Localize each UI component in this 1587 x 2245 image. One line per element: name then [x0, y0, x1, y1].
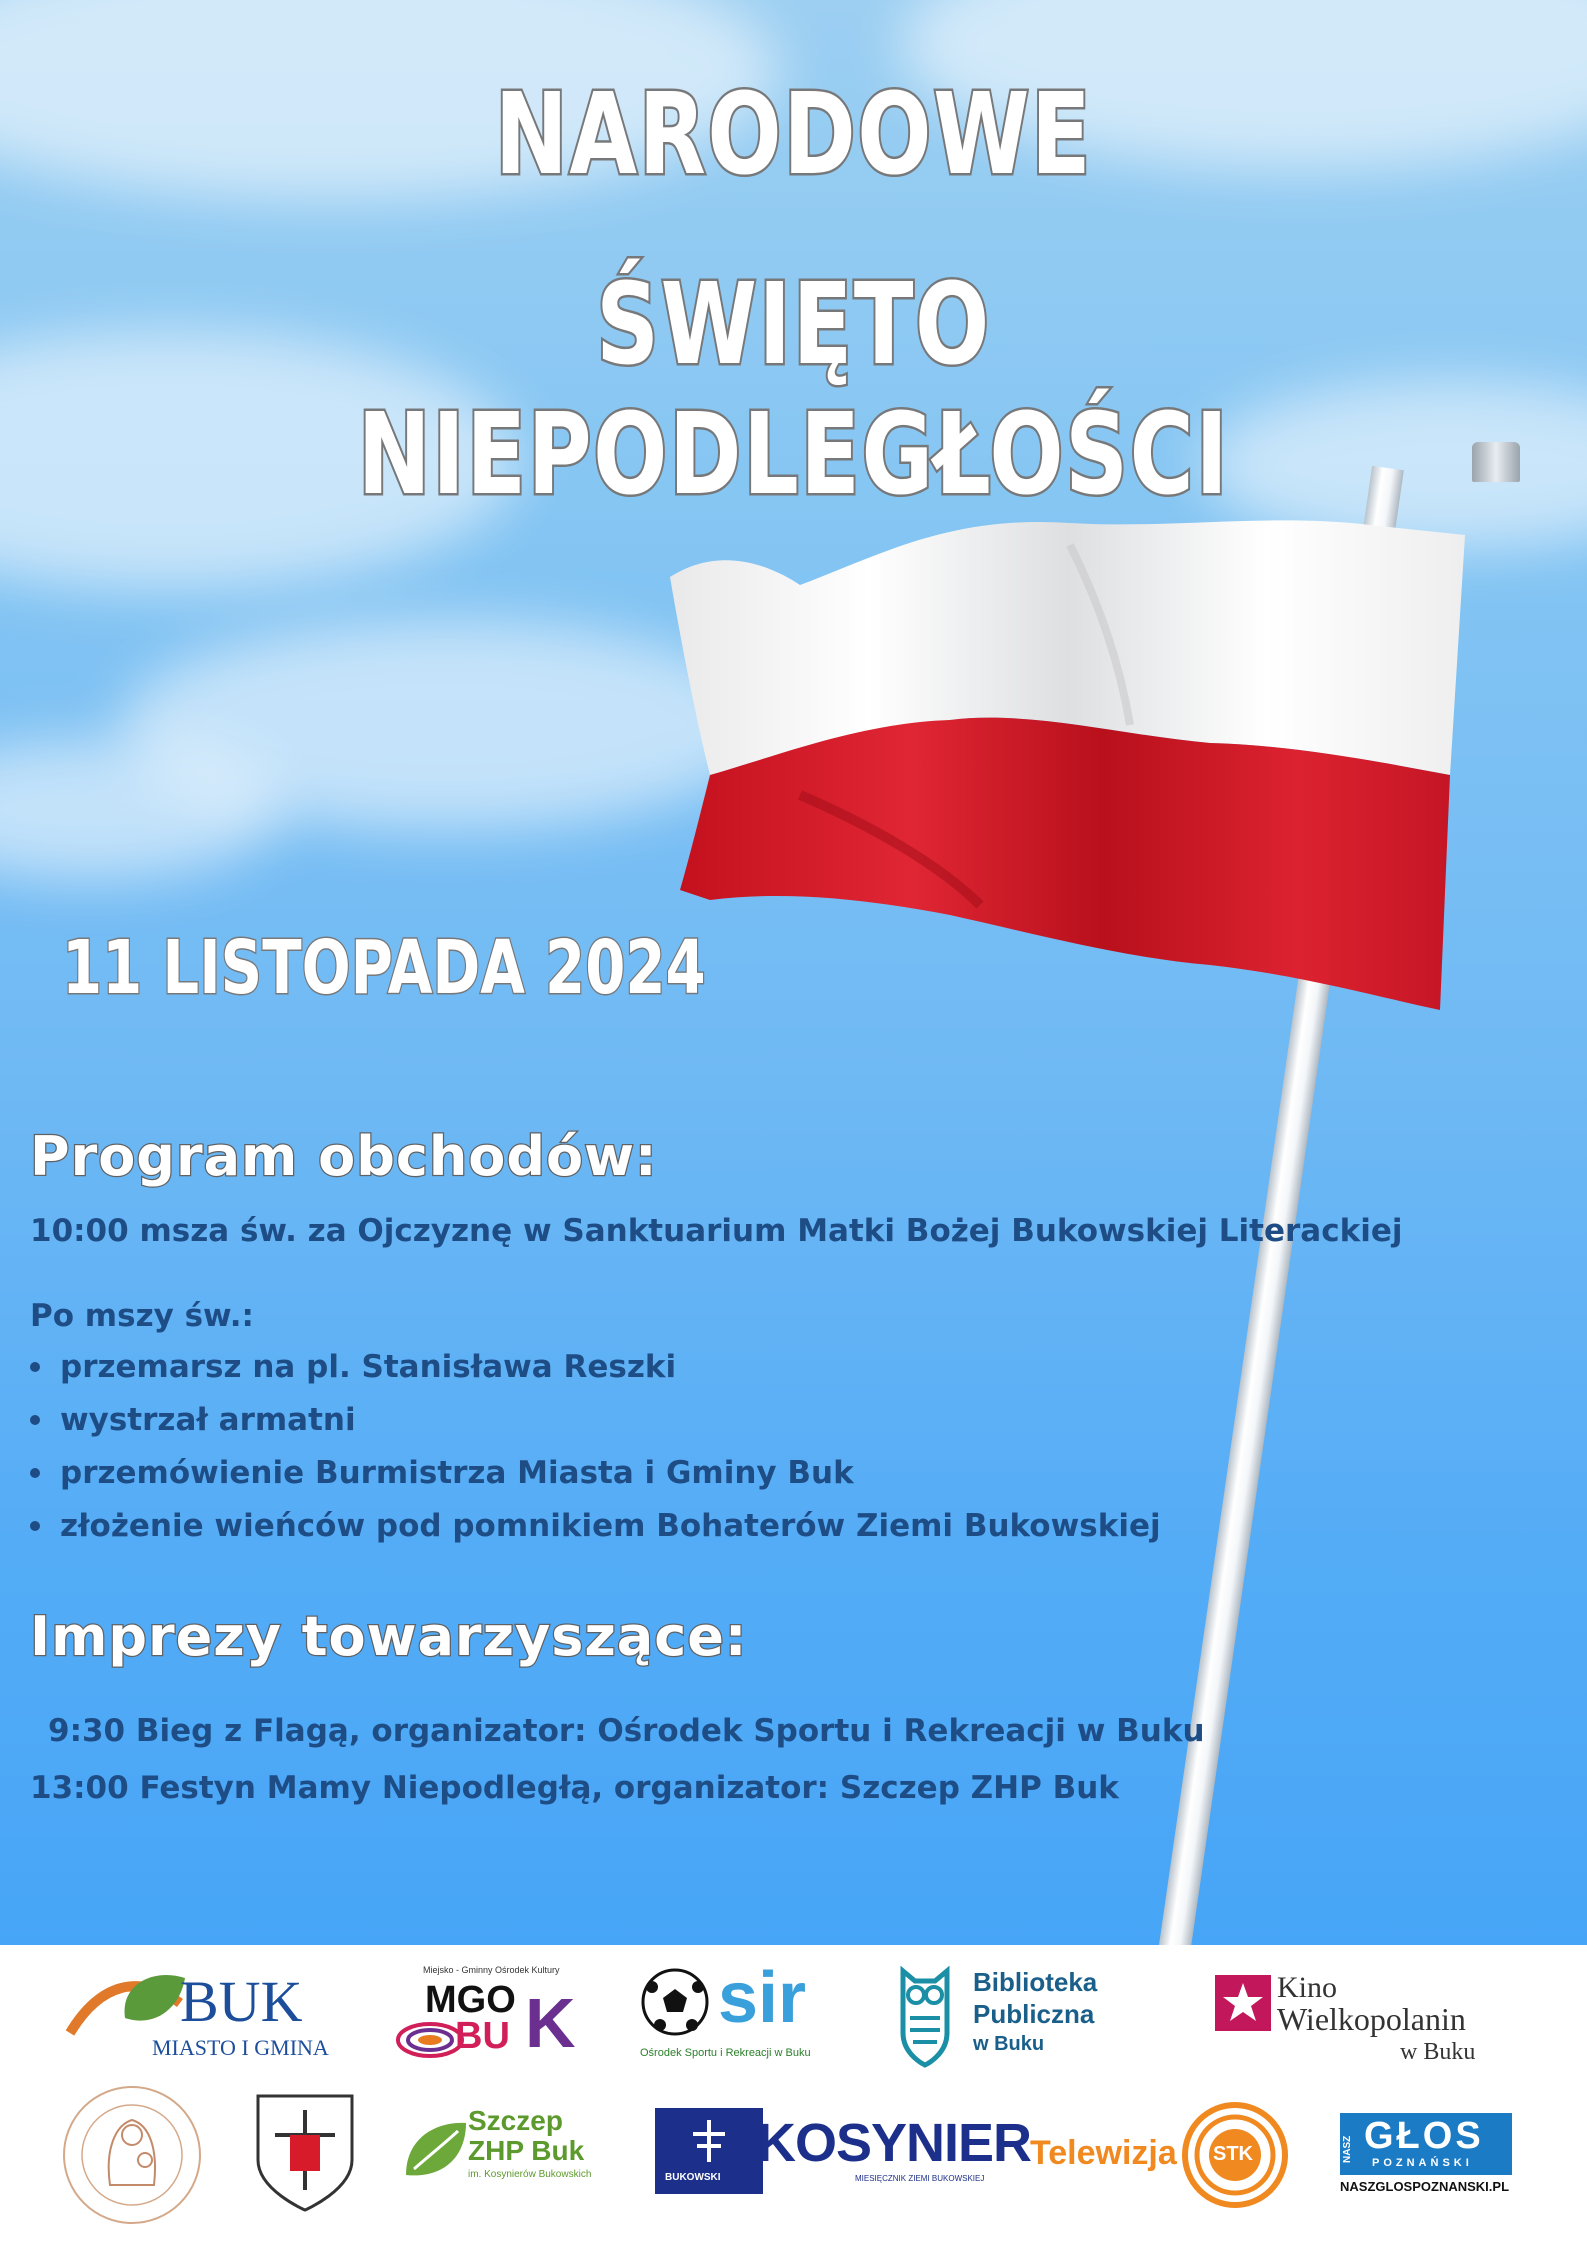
logo-osir: sir Ośrodek Sportu i Rekreacji w Buku	[640, 1958, 811, 2059]
list-item: wystrzał armatni	[30, 1398, 1161, 1451]
title-line-2: ŚWIĘTO NIEPODLEGŁOŚCI	[357, 260, 1230, 520]
bullet-dot	[30, 1415, 40, 1425]
list-item: złożenie wieńców pod pomnikiem Bohaterów Ziemi Bukowskiej	[30, 1504, 1161, 1557]
logo-biblioteka: Biblioteka Publiczna w Buku	[895, 1963, 1135, 2073]
flagpole-cap	[1472, 442, 1520, 482]
logo-telewizja-stk: Telewizja STK	[1030, 2100, 1290, 2210]
green-leaf-icon	[400, 2115, 470, 2185]
kosynier-badge: BUKOWSKI	[655, 2108, 763, 2194]
football-icon	[640, 1967, 710, 2037]
owl-icon	[895, 1963, 955, 2068]
star-icon	[1215, 1975, 1271, 2031]
bullet-dot	[30, 1521, 40, 1531]
mass-line: 10:00 msza św. za Ojczyznę w Sanktuarium Matki Bożej Bukowskiej Literackiej	[30, 1213, 1403, 1249]
logo-kosynier: BUKOWSKI KOSYNIER MIESIĘCZNIK ZIEMI BUKOWSKIEJ	[655, 2108, 995, 2198]
list-item: przemarsz na pl. Stanisława Reszki	[30, 1345, 1161, 1398]
program-heading: Program obchodów:	[30, 1125, 658, 1188]
swirl-icon	[395, 2015, 465, 2065]
logo-kino: Kino Wielkopolanin w Buku	[1215, 1975, 1515, 2085]
logo-glos-poznanski: NASZ GŁOS POZNAŃSKI NASZGLOSPOZNANSKI.PL	[1340, 2113, 1520, 2213]
event-item-festyn: 13:00 Festyn Mamy Niepodległą, organizator: Szczep ZHP Buk	[30, 1770, 1119, 1806]
sanktuarium-emblem	[50, 2080, 215, 2230]
logo-zhp: Szczep ZHP Buk im. Kosynierów Bukowskich	[400, 2105, 630, 2205]
logo-sanktuarium	[50, 2080, 220, 2230]
title-line-1: NARODOWE	[494, 70, 1093, 200]
events-heading: Imprezy towarzyszące:	[30, 1605, 748, 1668]
logo-mgok: Miejsko - Gminny Ośrodek Kultury MGO BU K	[395, 1965, 595, 2065]
event-date: 11 LISTOPADA 2024	[62, 925, 706, 1011]
logo-buk: BUK MIASTO I GMINA	[60, 1963, 350, 2073]
bullet-dot	[30, 1362, 40, 1372]
bullet-dot	[30, 1468, 40, 1478]
sponsor-logos-strip	[0, 1945, 1587, 2245]
tree-icon	[679, 2116, 739, 2166]
coat-of-arms-icon	[250, 2090, 360, 2215]
program-list	[30, 1345, 1161, 1557]
polish-flag-image	[650, 505, 1470, 1025]
glos-badge: NASZ GŁOS POZNAŃSKI	[1340, 2113, 1512, 2175]
logo-herb-buk	[250, 2090, 360, 2220]
event-item-bieg: 9:30 Bieg z Flagą, organizator: Ośrodek Sportu i Rekreacji w Buku	[48, 1713, 1205, 1749]
list-item: przemówienie Burmistrza Miasta i Gminy Buk	[30, 1451, 1161, 1504]
after-mass-label: Po mszy św.:	[30, 1298, 254, 1334]
